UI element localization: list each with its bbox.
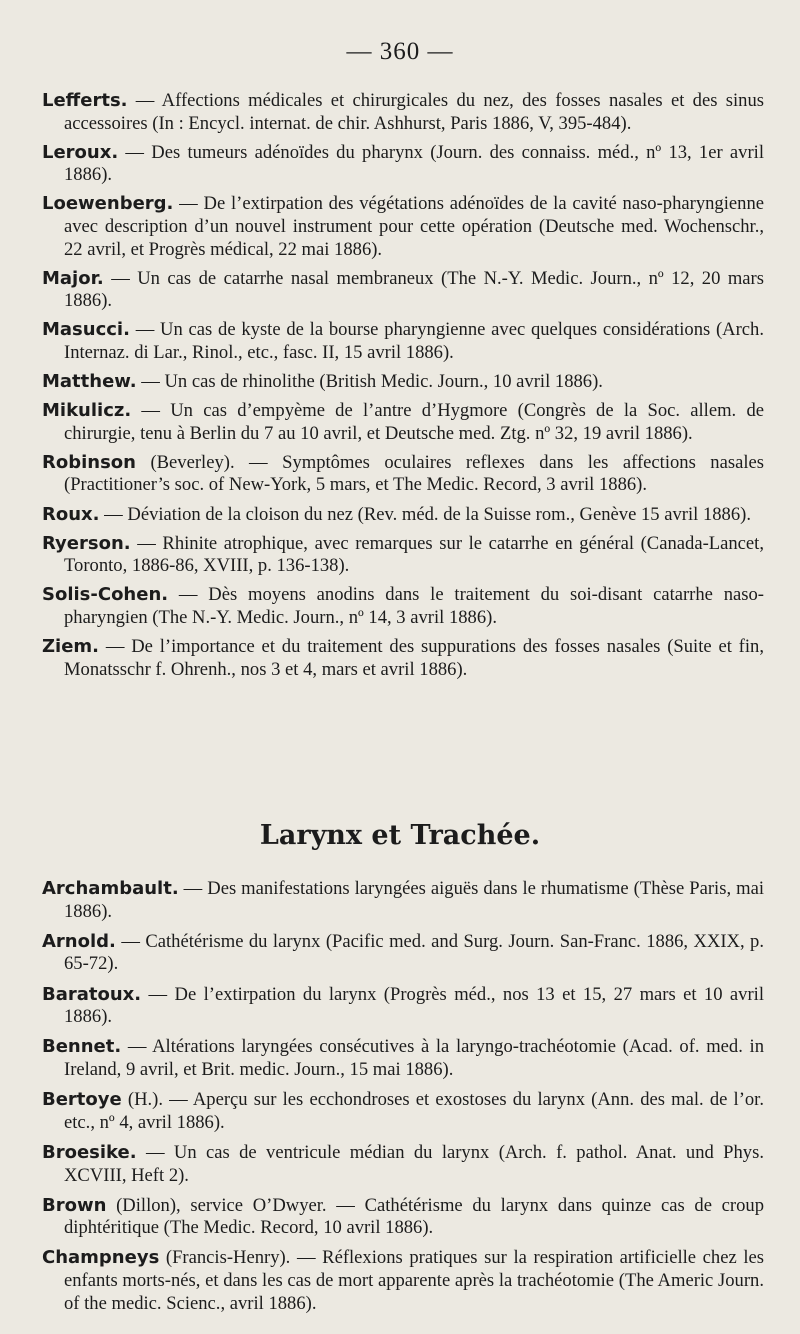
entry-text: — Un cas de rhinolithe (British Medic. Journ., 10 avril 1886). [136, 371, 603, 393]
entry-author: Roux. [42, 503, 100, 525]
entry-bertoye [42, 1089, 764, 1134]
entry-brown [42, 1195, 764, 1240]
entry-loewenberg [42, 193, 764, 261]
entry-text: — Altérations laryngées consécutives à la laryngo-trachéotomie (Acad. of. med. in Ireland, 9 avril, et Brit. medic. Journ., 15 mai 1886). [64, 1036, 764, 1080]
entry-author: Ryerson. [42, 532, 131, 554]
page-number: — 360 — [346, 38, 454, 65]
entry-author: Bertoye [42, 1089, 122, 1111]
entry-leroux [42, 142, 764, 187]
entry-archambault [42, 878, 764, 923]
entry-masucci [42, 319, 764, 364]
entry-author: Loewenberg. [42, 193, 174, 215]
entry-author: Ziem. [42, 635, 100, 657]
entry-author: Bennet. [42, 1036, 122, 1058]
section-heading-larynx: Larynx et Trachée. [259, 820, 541, 851]
entry-solis-cohen [42, 584, 764, 629]
entry-text: — Dès moyens anodins dans le traitement du soi-disant catarrhe naso-pharyngien (The N.-Y. Medic. Journ., nº 14, 3 avril 1886). [64, 584, 764, 628]
entry-arnold [42, 931, 764, 976]
entry-author: Major. [42, 267, 104, 289]
entry-lefferts [42, 90, 764, 135]
bibliography-section-nose [42, 90, 764, 688]
entry-baratoux [42, 984, 764, 1029]
entry-author: Matthew. [42, 371, 137, 393]
entry-text: — Des manifestations laryngées aiguës dans le rhumatisme (Thèse Paris, mai 1886). [64, 878, 764, 922]
entry-mikulicz [42, 400, 764, 445]
entry-bennet [42, 1036, 764, 1081]
entry-broesike [42, 1142, 764, 1187]
entry-major [42, 268, 764, 313]
entry-text: — De l’importance et du traitement des suppurations des fosses nasales (Suite et fin, Monatsschr f. Ohrenh., nos 3 et 4, mars et avril 1886). [64, 635, 764, 680]
entry-ziem [42, 636, 764, 681]
entry-text: (Dillon), service O’Dwyer. — Cathétérisme du larynx dans quinze cas de croup diphtéritique (The Medic. Record, 10 avril 1886). [64, 1194, 764, 1239]
entry-author: Leroux. [42, 141, 119, 163]
entry-text: (Francis-Henry). — Réflexions pratiques sur la respiration artificielle chez les enfants morts-nés, et dans les cas de mort apparente après la trachéotomie (The Americ Journ. of the medic. Scienc., avril 1886). [64, 1247, 764, 1314]
entry-text: — Un cas de kyste de la bourse pharyngienne avec quelques considérations (Arch. Internaz. di Lar., Rinol., etc., fasc. II, 15 avril 1886). [64, 319, 764, 363]
entry-matthew [42, 371, 764, 394]
entry-text: — De l’extirpation du larynx (Progrès méd., nos 13 et 15, 27 mars et 10 avril 1886). [64, 983, 764, 1028]
entry-author: Broesike. [42, 1141, 137, 1163]
entry-roux [42, 504, 764, 527]
bibliography-section-larynx [42, 878, 764, 1323]
entry-author: Archambault. [42, 878, 179, 899]
entry-ryerson [42, 533, 764, 578]
entry-text: (Beverley). — Symptômes oculaires reflexes dans les affections nasales (Practitioner’s soc. of New-York, 5 mars, et The Medic. Record, 3 avril 1886). [64, 451, 764, 496]
entry-text: — De l’extirpation des végétations adénoïdes de la cavité naso-pharyngienne avec description d’un nouvel instrument pour cette opération (Deutsche med. Wochenschr., 22 avril, et Progrès médical, 22 mai 1886). [64, 193, 764, 260]
entry-author: Solis-Cohen. [42, 584, 169, 606]
entry-robinson [42, 452, 764, 497]
entry-author: Lefferts. [42, 90, 128, 111]
entry-text: — Des tumeurs adénoïdes du pharynx (Journ. des connaiss. méd., nº 13, 1er avril 1886). [64, 141, 764, 186]
entry-text: — Un cas de ventricule médian du larynx (Arch. f. pathol. Anat. und Phys. XCVIII, Heft 2). [64, 1141, 764, 1186]
entry-author: Champneys [42, 1247, 160, 1269]
entry-text: — Rhinite atrophique, avec remarques sur le catarrhe en général (Canada-Lancet, Toronto, 1886-86, XVIII, p. 136-138). [64, 532, 764, 577]
entry-author: Robinson [42, 451, 136, 473]
entry-author: Baratoux. [42, 983, 142, 1005]
entry-champneys [42, 1247, 764, 1315]
entry-author: Masucci. [42, 319, 130, 341]
entry-author: Mikulicz. [42, 400, 132, 422]
entry-text: (H.). — Aperçu sur les ecchondroses et exostoses du larynx (Ann. des mal. de l’or. etc., nº 4, avril 1886). [64, 1089, 764, 1133]
entry-text: — Cathétérisme du larynx (Pacific med. and Surg. Journ. San-Franc. 1886, XXIX, p. 65-72). [64, 930, 764, 975]
entry-author: Brown [42, 1194, 107, 1216]
entry-author: Arnold. [42, 930, 116, 952]
entry-text: — Déviation de la cloison du nez (Rev. méd. de la Suisse rom., Genève 15 avril 1886). [99, 503, 751, 525]
entry-text: — Affections médicales et chirurgicales du nez, des fosses nasales et des sinus accessoires (In : Encycl. internat. de chir. Ashhurst, Paris 1886, V, 395-484). [64, 90, 764, 134]
entry-text: — Un cas d’empyème de l’antre d’Hygmore (Congrès de la Soc. allem. de chirurgie, tenu à Berlin du 7 au 10 avril, et Deutsche med. Ztg. nº 32, 19 avril 1886). [64, 400, 764, 444]
entry-text: — Un cas de catarrhe nasal membraneux (The N.-Y. Medic. Journ., nº 12, 20 mars 1886). [64, 267, 764, 312]
